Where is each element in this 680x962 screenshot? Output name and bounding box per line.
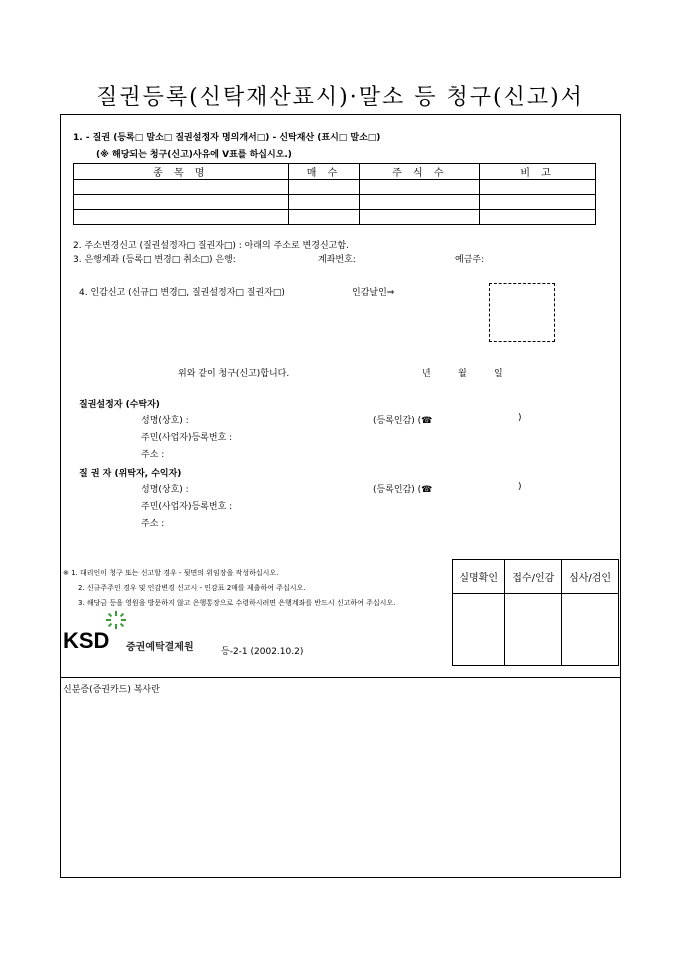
month-label: 월 <box>458 369 467 379</box>
stock-table <box>73 163 596 225</box>
real-name-check-cell[interactable] <box>453 594 505 666</box>
day-label: 일 <box>494 369 503 379</box>
pledgee-heading: 질 권 자 (위탁자, 수익자) <box>79 469 182 479</box>
depositor-label: 예금주: <box>455 255 485 265</box>
pledgee-address-field[interactable]: 주소 : <box>141 519 165 529</box>
seal-stamp-label: 인감날인⇒ <box>352 288 395 298</box>
form-code: 등-2-1 (2002.10.2) <box>221 647 304 657</box>
table-cell[interactable] <box>480 195 596 210</box>
table-cell[interactable] <box>74 180 289 195</box>
section-2-address-change: 2. 주소변경신고 (질권설정자□ 질권자□) : 아래의 주소로 변경신고함. <box>73 241 349 251</box>
note-1: ※ 1. 대리인이 청구 또는 신고할 경우 - 뒷면의 위임장을 작성하십시오. <box>63 569 279 577</box>
table-cell[interactable] <box>480 180 596 195</box>
pledgor-name-field[interactable]: 성명(상호) : <box>141 416 189 426</box>
id-copy-label: 신분증(증권카드) 복사란 <box>63 685 160 695</box>
pledgee-name-field[interactable]: 성명(상호) : <box>141 485 189 495</box>
divider <box>60 677 620 678</box>
receipt-seal-header: 접수/인감 <box>505 560 562 594</box>
confirmation-table <box>452 559 619 666</box>
table-row <box>74 210 596 225</box>
note-2: 2. 신규주주인 경우 및 인감변경 신고시 - 인감표 2매를 제출하여 주십시오. <box>78 584 306 592</box>
col-remarks: 비 고 <box>480 164 596 180</box>
table-cell[interactable] <box>480 210 596 225</box>
pledgee-phone-close: ) <box>518 482 522 492</box>
col-shares: 주 식 수 <box>360 164 480 180</box>
ksd-org-name: 증권예탁결제원 <box>126 642 194 653</box>
seal-stamp-box[interactable] <box>489 283 555 342</box>
declaration-text: 위와 같이 청구(신고)합니다. <box>178 369 290 379</box>
receipt-seal-cell[interactable] <box>505 594 562 666</box>
col-count: 매 수 <box>288 164 360 180</box>
pledgor-phone-close: ) <box>518 413 522 423</box>
section-3-bank-account: 3. 은행계좌 (등록□ 변경□ 취소□) 은행: <box>73 255 236 265</box>
section-1-note: (※ 해당되는 청구(신고)사유에 V표를 하십시오.) <box>96 150 292 160</box>
table-cell[interactable] <box>74 195 289 210</box>
table-row <box>74 180 596 195</box>
table-cell[interactable] <box>288 195 360 210</box>
pledgor-heading: 질권설정자 (수탁자) <box>79 400 160 410</box>
id-copy-area[interactable] <box>61 695 619 875</box>
review-inspection-header: 심사/검인 <box>562 560 619 594</box>
review-inspection-cell[interactable] <box>562 594 619 666</box>
section-4-seal-report: 4. 인감신고 (신규□ 변경□, 질권설정자□ 질권자□) <box>79 288 285 298</box>
year-label: 년 <box>422 369 431 379</box>
account-number-label: 계좌번호: <box>318 255 356 265</box>
section-1-heading: 1. - 질권 (등록□ 말소□ 질권설정자 명의개서□) - 신탁재산 (표시□ 말소□) <box>73 133 381 143</box>
table-cell[interactable] <box>360 195 480 210</box>
pledgor-id-field[interactable]: 주민(사업자)등록번호 : <box>141 433 233 443</box>
table-cell[interactable] <box>360 210 480 225</box>
ksd-logo-text: KSD <box>63 628 110 653</box>
table-cell[interactable] <box>288 210 360 225</box>
real-name-check-header: 실명확인 <box>453 560 505 594</box>
table-cell[interactable] <box>288 180 360 195</box>
table-row <box>74 195 596 210</box>
pledgee-id-field[interactable]: 주민(사업자)등록번호 : <box>141 502 233 512</box>
note-3: 3. 해당금 등을 영원을 방문하지 않고 은행통장으로 수령하시려면 은행계좌를 반드시 신고하여 주십시오. <box>78 599 396 607</box>
pledgee-registered-seal: (등록인감) (☎ <box>373 485 433 495</box>
page-title: 질권등록(신탁재산표시)·말소 등 청구(신고)서 <box>96 85 584 110</box>
table-cell[interactable] <box>360 180 480 195</box>
col-stock-name: 종 목 명 <box>74 164 289 180</box>
pledgor-address-field[interactable]: 주소 : <box>141 450 165 460</box>
pledgor-registered-seal: (등록인감) (☎ <box>373 416 433 426</box>
table-cell[interactable] <box>74 210 289 225</box>
